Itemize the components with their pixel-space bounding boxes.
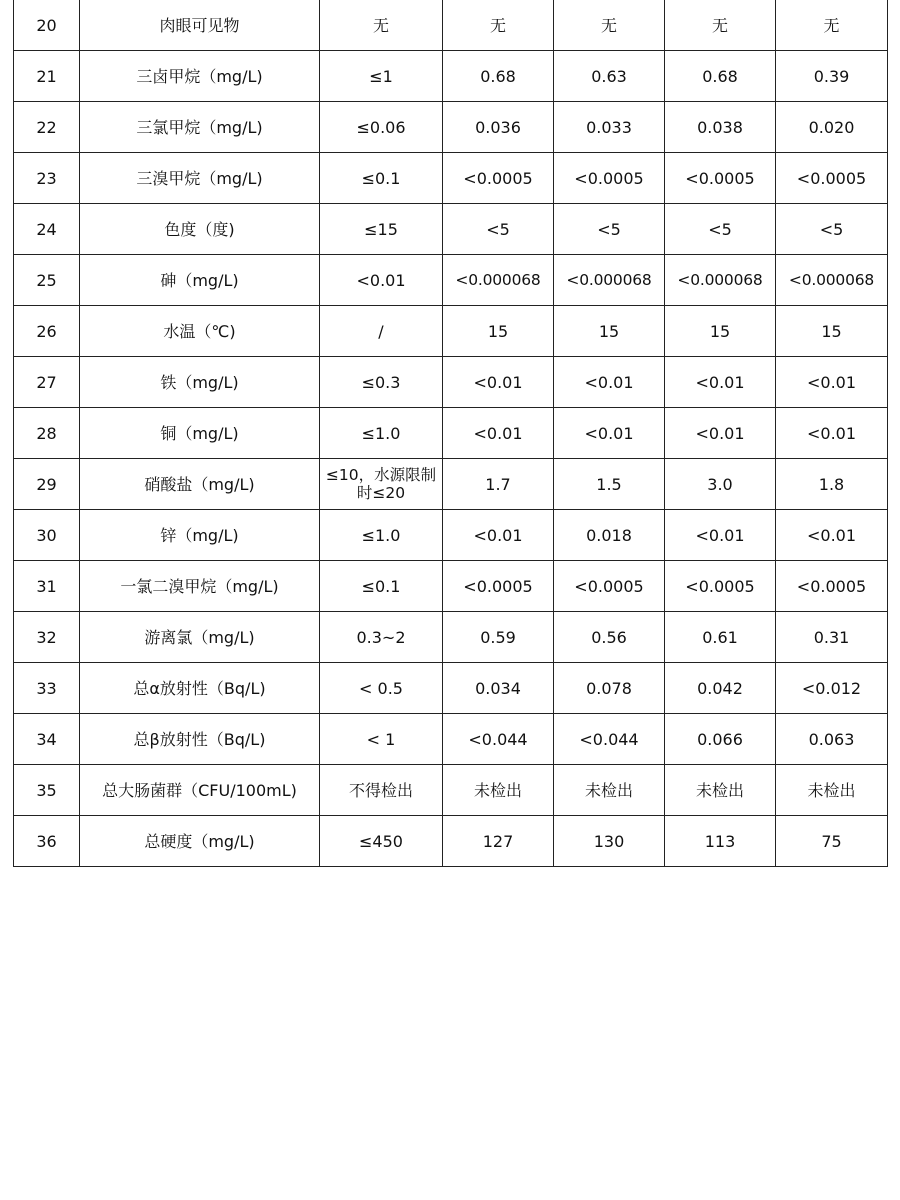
result-cell-2: <0.044 xyxy=(554,714,665,765)
row-number-cell: 27 xyxy=(14,357,80,408)
water-quality-table xyxy=(13,0,888,867)
result-cell-1: 15 xyxy=(443,306,554,357)
result-cell-3: 未检出 xyxy=(665,765,776,816)
table-row xyxy=(14,0,888,51)
row-number-cell: 33 xyxy=(14,663,80,714)
result-cell-2: 130 xyxy=(554,816,665,867)
result-cell-1: 0.59 xyxy=(443,612,554,663)
indicator-name-cell: 游离氯（mg/L) xyxy=(80,612,320,663)
result-cell-4: 1.8 xyxy=(776,459,888,510)
table-row xyxy=(14,204,888,255)
result-cell-1: 无 xyxy=(443,0,554,51)
result-cell-3: 15 xyxy=(665,306,776,357)
table-row xyxy=(14,459,888,510)
limit-value-cell: ≤10，水源限制时≤20 xyxy=(320,459,443,510)
row-number-cell: 23 xyxy=(14,153,80,204)
result-cell-3: 0.68 xyxy=(665,51,776,102)
indicator-name-cell: 硝酸盐（mg/L) xyxy=(80,459,320,510)
result-cell-3: 0.066 xyxy=(665,714,776,765)
result-cell-3: 0.61 xyxy=(665,612,776,663)
result-cell-1: 0.034 xyxy=(443,663,554,714)
row-number-cell: 34 xyxy=(14,714,80,765)
result-cell-4: <5 xyxy=(776,204,888,255)
result-cell-3: 0.038 xyxy=(665,102,776,153)
result-cell-4: 0.31 xyxy=(776,612,888,663)
row-number-cell: 25 xyxy=(14,255,80,306)
table-row xyxy=(14,816,888,867)
table-row xyxy=(14,612,888,663)
table-row xyxy=(14,663,888,714)
result-cell-2: 1.5 xyxy=(554,459,665,510)
result-cell-3: 无 xyxy=(665,0,776,51)
limit-value-cell: 无 xyxy=(320,0,443,51)
result-cell-4: 15 xyxy=(776,306,888,357)
limit-value-cell: ≤15 xyxy=(320,204,443,255)
result-cell-3: <0.01 xyxy=(665,510,776,561)
result-cell-1: <0.01 xyxy=(443,510,554,561)
indicator-name-cell: 肉眼可见物 xyxy=(80,0,320,51)
result-cell-2: <5 xyxy=(554,204,665,255)
indicator-name-cell: 一氯二溴甲烷（mg/L) xyxy=(80,561,320,612)
result-cell-1: 0.036 xyxy=(443,102,554,153)
result-cell-3: 0.042 xyxy=(665,663,776,714)
result-cell-1: 127 xyxy=(443,816,554,867)
row-number-cell: 36 xyxy=(14,816,80,867)
result-cell-1: <5 xyxy=(443,204,554,255)
indicator-name-cell: 总β放射性（Bq/L) xyxy=(80,714,320,765)
result-cell-2: 未检出 xyxy=(554,765,665,816)
limit-value-cell: ≤1.0 xyxy=(320,510,443,561)
limit-value-cell: 0.3~2 xyxy=(320,612,443,663)
result-cell-2: 15 xyxy=(554,306,665,357)
result-cell-2: 0.63 xyxy=(554,51,665,102)
limit-value-cell: ≤1.0 xyxy=(320,408,443,459)
table-row xyxy=(14,765,888,816)
table-body xyxy=(14,0,888,867)
table-row xyxy=(14,357,888,408)
indicator-name-cell: 色度（度) xyxy=(80,204,320,255)
limit-value-cell: / xyxy=(320,306,443,357)
limit-value-cell: ≤0.1 xyxy=(320,153,443,204)
row-number-cell: 29 xyxy=(14,459,80,510)
result-cell-3: <0.000068 xyxy=(665,255,776,306)
indicator-name-cell: 三溴甲烷（mg/L) xyxy=(80,153,320,204)
result-cell-3: 113 xyxy=(665,816,776,867)
result-cell-3: <5 xyxy=(665,204,776,255)
result-cell-2: 无 xyxy=(554,0,665,51)
result-cell-2: 0.56 xyxy=(554,612,665,663)
table-row xyxy=(14,510,888,561)
result-cell-2: <0.0005 xyxy=(554,153,665,204)
result-cell-2: <0.01 xyxy=(554,408,665,459)
table-row xyxy=(14,255,888,306)
result-cell-4: 0.39 xyxy=(776,51,888,102)
table-row xyxy=(14,408,888,459)
result-cell-4: <0.01 xyxy=(776,510,888,561)
indicator-name-cell: 总大肠菌群（CFU/100mL) xyxy=(80,765,320,816)
result-cell-4: <0.0005 xyxy=(776,561,888,612)
water-quality-table-container xyxy=(13,0,887,867)
limit-value-cell: ≤0.3 xyxy=(320,357,443,408)
result-cell-1: <0.01 xyxy=(443,408,554,459)
row-number-cell: 20 xyxy=(14,0,80,51)
result-cell-2: <0.0005 xyxy=(554,561,665,612)
indicator-name-cell: 总硬度（mg/L) xyxy=(80,816,320,867)
limit-value-cell: < 0.5 xyxy=(320,663,443,714)
result-cell-1: 未检出 xyxy=(443,765,554,816)
table-row xyxy=(14,561,888,612)
row-number-cell: 26 xyxy=(14,306,80,357)
limit-value-cell: ≤450 xyxy=(320,816,443,867)
result-cell-3: <0.0005 xyxy=(665,153,776,204)
result-cell-4: <0.012 xyxy=(776,663,888,714)
indicator-name-cell: 总α放射性（Bq/L) xyxy=(80,663,320,714)
result-cell-1: <0.044 xyxy=(443,714,554,765)
result-cell-3: 3.0 xyxy=(665,459,776,510)
result-cell-2: 0.033 xyxy=(554,102,665,153)
result-cell-2: 0.018 xyxy=(554,510,665,561)
row-number-cell: 22 xyxy=(14,102,80,153)
indicator-name-cell: 三卤甲烷（mg/L) xyxy=(80,51,320,102)
result-cell-3: <0.01 xyxy=(665,408,776,459)
table-row xyxy=(14,102,888,153)
table-row xyxy=(14,306,888,357)
result-cell-2: 0.078 xyxy=(554,663,665,714)
row-number-cell: 24 xyxy=(14,204,80,255)
indicator-name-cell: 锌（mg/L) xyxy=(80,510,320,561)
result-cell-4: 未检出 xyxy=(776,765,888,816)
table-row xyxy=(14,714,888,765)
row-number-cell: 31 xyxy=(14,561,80,612)
table-row xyxy=(14,51,888,102)
result-cell-2: <0.000068 xyxy=(554,255,665,306)
limit-value-cell: ≤1 xyxy=(320,51,443,102)
indicator-name-cell: 水温（℃) xyxy=(80,306,320,357)
result-cell-1: 1.7 xyxy=(443,459,554,510)
row-number-cell: 30 xyxy=(14,510,80,561)
result-cell-4: <0.01 xyxy=(776,357,888,408)
indicator-name-cell: 三氯甲烷（mg/L) xyxy=(80,102,320,153)
result-cell-1: <0.01 xyxy=(443,357,554,408)
row-number-cell: 28 xyxy=(14,408,80,459)
result-cell-1: <0.0005 xyxy=(443,153,554,204)
row-number-cell: 21 xyxy=(14,51,80,102)
limit-value-cell: ≤0.06 xyxy=(320,102,443,153)
indicator-name-cell: 砷（mg/L) xyxy=(80,255,320,306)
row-number-cell: 32 xyxy=(14,612,80,663)
result-cell-4: 0.020 xyxy=(776,102,888,153)
limit-value-cell: ≤0.1 xyxy=(320,561,443,612)
result-cell-1: 0.68 xyxy=(443,51,554,102)
result-cell-4: 无 xyxy=(776,0,888,51)
result-cell-4: 75 xyxy=(776,816,888,867)
result-cell-3: <0.01 xyxy=(665,357,776,408)
result-cell-2: <0.01 xyxy=(554,357,665,408)
result-cell-1: <0.0005 xyxy=(443,561,554,612)
table-row xyxy=(14,153,888,204)
result-cell-4: <0.000068 xyxy=(776,255,888,306)
row-number-cell: 35 xyxy=(14,765,80,816)
result-cell-3: <0.0005 xyxy=(665,561,776,612)
result-cell-4: <0.0005 xyxy=(776,153,888,204)
indicator-name-cell: 铜（mg/L) xyxy=(80,408,320,459)
result-cell-1: <0.000068 xyxy=(443,255,554,306)
result-cell-4: <0.01 xyxy=(776,408,888,459)
limit-value-cell: < 1 xyxy=(320,714,443,765)
limit-value-cell: 不得检出 xyxy=(320,765,443,816)
result-cell-4: 0.063 xyxy=(776,714,888,765)
limit-value-cell: <0.01 xyxy=(320,255,443,306)
indicator-name-cell: 铁（mg/L) xyxy=(80,357,320,408)
